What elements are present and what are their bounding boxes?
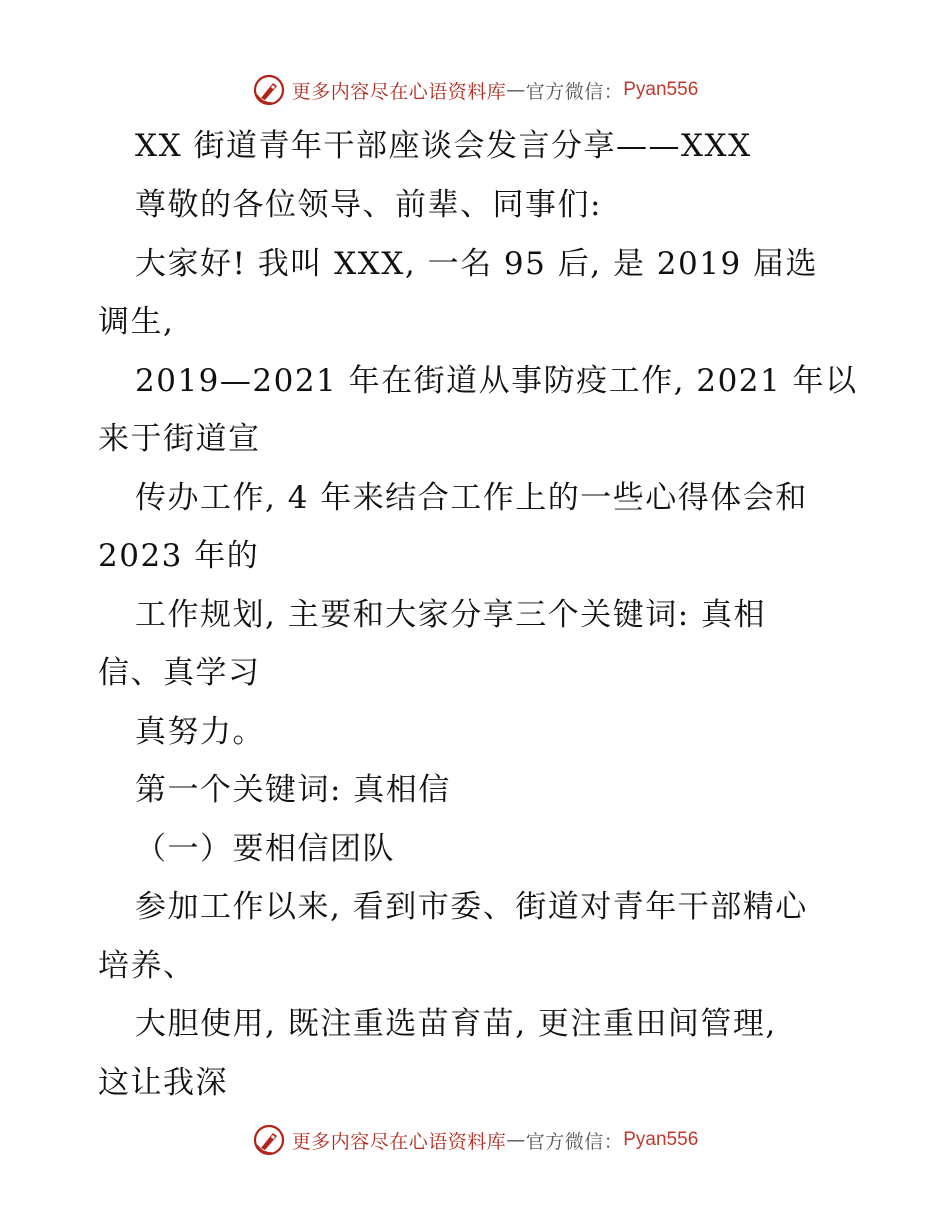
paragraph-line: 来于街道宣 (98, 421, 261, 457)
paragraph-line: 信、真学习 (98, 655, 261, 691)
watermark-dash: — (506, 1129, 526, 1151)
watermark-site-text: 更多内容尽在心语资料库 (291, 1130, 507, 1153)
paragraph-line: 调生, (98, 304, 175, 340)
watermark-contact-id: Pyan556 (623, 1129, 699, 1150)
paragraph-line: 大家好! 我叫 XXX, 一名 95 后, 是 2019 届选 (135, 246, 819, 282)
paragraph-line: 真努力。 (135, 714, 265, 750)
paragraph-line: 2023 年的 (98, 538, 260, 574)
section-heading: 第一个关键词: 真相信 (135, 772, 451, 808)
paragraph-line: 大胆使用, 既注重选苗育苗, 更注重田间管理, (135, 1006, 777, 1042)
paragraph-line: 这让我深 (98, 1065, 228, 1101)
subsection-heading: （一）要相信团队 (135, 831, 395, 867)
watermark-site-text: 更多内容尽在心语资料库 (291, 80, 507, 103)
paragraph-line: 传办工作, 4 年来结合工作上的一些心得体会和 (135, 480, 808, 516)
pen-nib-icon (252, 1123, 286, 1157)
document-title: XX 街道青年干部座谈会发言分享——XXX (135, 128, 752, 164)
paragraph-line: 参加工作以来, 看到市委、街道对青年干部精心 (135, 889, 808, 925)
watermark-dash: — (506, 79, 526, 101)
paragraph-line: 工作规划, 主要和大家分享三个关键词: 真相 (135, 597, 767, 633)
watermark-contact-label: 官方微信： (525, 1130, 624, 1153)
watermark-contact-id: Pyan556 (623, 79, 699, 100)
salutation: 尊敬的各位领导、前辈、同事们: (135, 187, 602, 223)
paragraph-line: 2019—2021 年在街道从事防疫工作, 2021 年以 (135, 363, 858, 399)
watermark-contact-label: 官方微信： (525, 80, 624, 103)
footer-watermark (0, 1118, 950, 1162)
paragraph-line: 培养、 (98, 948, 196, 984)
